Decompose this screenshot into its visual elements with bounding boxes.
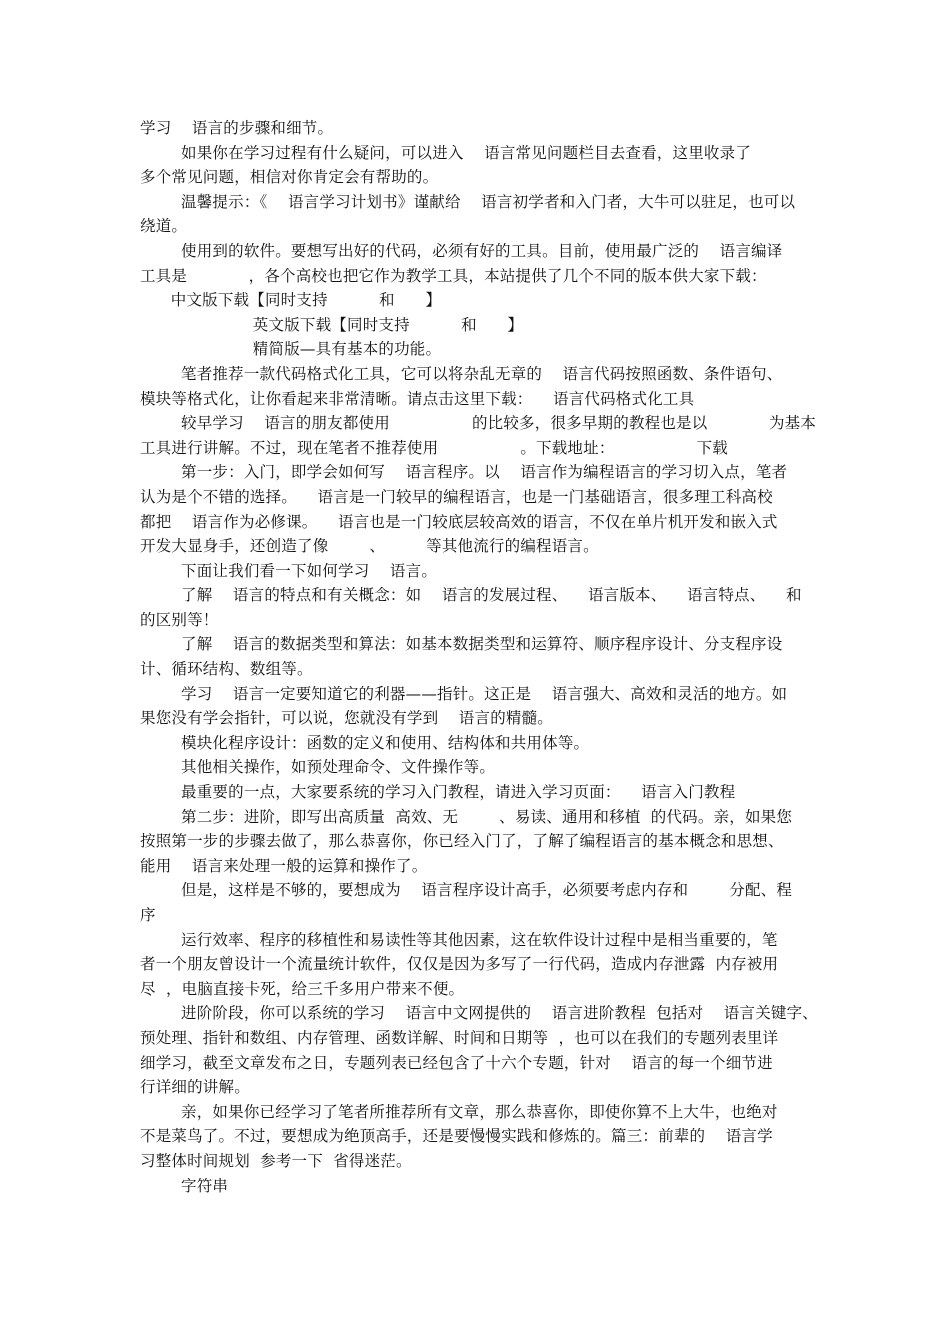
text-line: 精简版—具有基本的功能。 [140,340,442,359]
text-line: 工具是 ，各个高校也把它作为教学工具，本站提供了几个不同的版本供大家下载： [140,266,767,285]
text-line: 工具进行讲解。不过，现在笔者不推荐使用 。下载地址： 下载 [140,438,728,457]
text-line: 亲，如果你已经学习了笔者所推荐所有文章，那么恭喜你，即使你算不上大牛，也绝对 [140,1102,778,1121]
text-line: 字符串 [140,1176,229,1195]
text-line: 尽 ，电脑直接卡死，给三千多用户带来不便。 [140,979,465,998]
text-line: 行详细的讲解。 [140,1078,250,1097]
text-line: 计、循环结构、数组等。 [140,660,313,679]
text-line: 按照第一步的步骤去做了，那么恭喜你，你已经入门了，了解了编程语言的基本概念和思想、 [140,832,784,851]
text-line: 都把 语言作为必修课。 语言也是一门较底层较高效的语言，不仅在单片机开发和嵌入式 [140,512,778,531]
text-line: 下面让我们看一下如何学习 语言。 [140,561,438,580]
text-line: 的区别等！ [140,610,219,629]
text-line: 英文版下载【同时支持 和 】 [140,315,524,334]
text-line: 不是菜鸟了。不过，要想成为绝顶高手，还是要慢慢实践和修炼的。篇三：前辈的 语言学 [140,1127,773,1146]
text-line: 模块化程序设计：函数的定义和使用、结构体和共用体等。 [140,733,590,752]
text-line: 果您没有学会指针，可以说，您就没有学到 语言的精髓。 [140,709,554,728]
text-line: 其他相关操作，如预处理命令、文件操作等。 [140,758,496,777]
text-line: 开发大显身手，还创造了像 、 等其他流行的编程语言。 [140,537,599,556]
text-line: 习整体时间规划 参考一下 省得迷茫。 [140,1151,412,1170]
text-line: 学习 语言一定要知道它的利器——指针。这正是 语言强大、高效和灵活的地方。如 [140,684,788,703]
text-line: 使用到的软件。要想写出好的代码，必须有好的工具。目前，使用最广泛的 语言编译 [140,241,783,260]
text-line: 学习 语言的步骤和细节。 [140,119,334,137]
text-line: 较早学习 语言的朋友都使用 的比较多，很多早期的教程也是以 为基本 [140,414,817,433]
text-line: 第一步：入门，即学会如何写 语言程序。以 语言作为编程语言的学习切入点，笔者 [140,463,788,482]
text-line: 认为是个不错的选择。 语言是一门较早的编程语言，也是一门基础语言，很多理工科高校 [140,487,773,506]
text-line: 但是，这样是不够的，要想成为 语言程序设计高手，必须要考虑内存和 分配、程 [140,881,793,900]
text-line: 温馨提示：《 语言学习计划书》谨献给 语言初学者和入门者，大牛可以驻足，也可以 [140,192,796,211]
text-line: 运行效率、程序的移植性和易读性等其他因素，这在软件设计过程中是相当重要的，笔 [140,930,778,949]
text-line: 中文版下载【同时支持 和 】 [140,291,442,310]
text-line: 笔者推荐一款代码格式化工具，它可以将杂乱无章的 语言代码按照函数、条件语句、 [140,364,783,383]
text-line: 了解 语言的数据类型和算法：如基本数据类型和运算符、顺序程序设计、分支程序设 [140,635,783,654]
text-line: 模块等格式化，让你看起来非常清晰。请点击这里下载： 语言代码格式化工具 [140,389,695,408]
text-line: 最重要的一点，大家要系统的学习入门教程，请进入学习页面： 语言入门教程 [140,783,736,802]
text-line: 多个常见问题，相信对你肯定会有帮助的。 [140,168,439,187]
text-line: 了解 语言的特点和有关概念：如 语言的发展过程、 语言版本、 语言特点、 和 [140,586,802,605]
article-body [140,116,818,1198]
text-line: 细学习，截至文章发布之日，专题列表已经包含了十六个专题，针对 语言的每一个细节进 [140,1053,773,1072]
text-line: 进阶阶段，你可以系统的学习 语言中文网提供的 语言进阶教程 包括对 语言关键字、 [140,1004,818,1023]
text-line: 第二步：进阶，即写出高质量 高效、无 、易读、通用和移植 的代码。亲，如果您 [140,807,793,826]
text-line: 绕道。 [140,217,188,236]
text-line: 如果你在学习过程有什么疑问，可以进入 语言常见问题栏目去查看，这里收录了 [140,143,752,162]
text-line: 者一个朋友曾设计一个流量统计软件，仅仅是因为多写了一行代码，造成内存泄露 内存被用 [140,955,779,974]
text-line: 能用 语言来处理一般的运算和操作了。 [140,856,428,875]
text-line: 序 [140,906,156,924]
text-line: 预处理、指针和数组、内存管理、函数详解、时间和日期等 ，也可以在我们的专题列表里详 [140,1028,779,1047]
